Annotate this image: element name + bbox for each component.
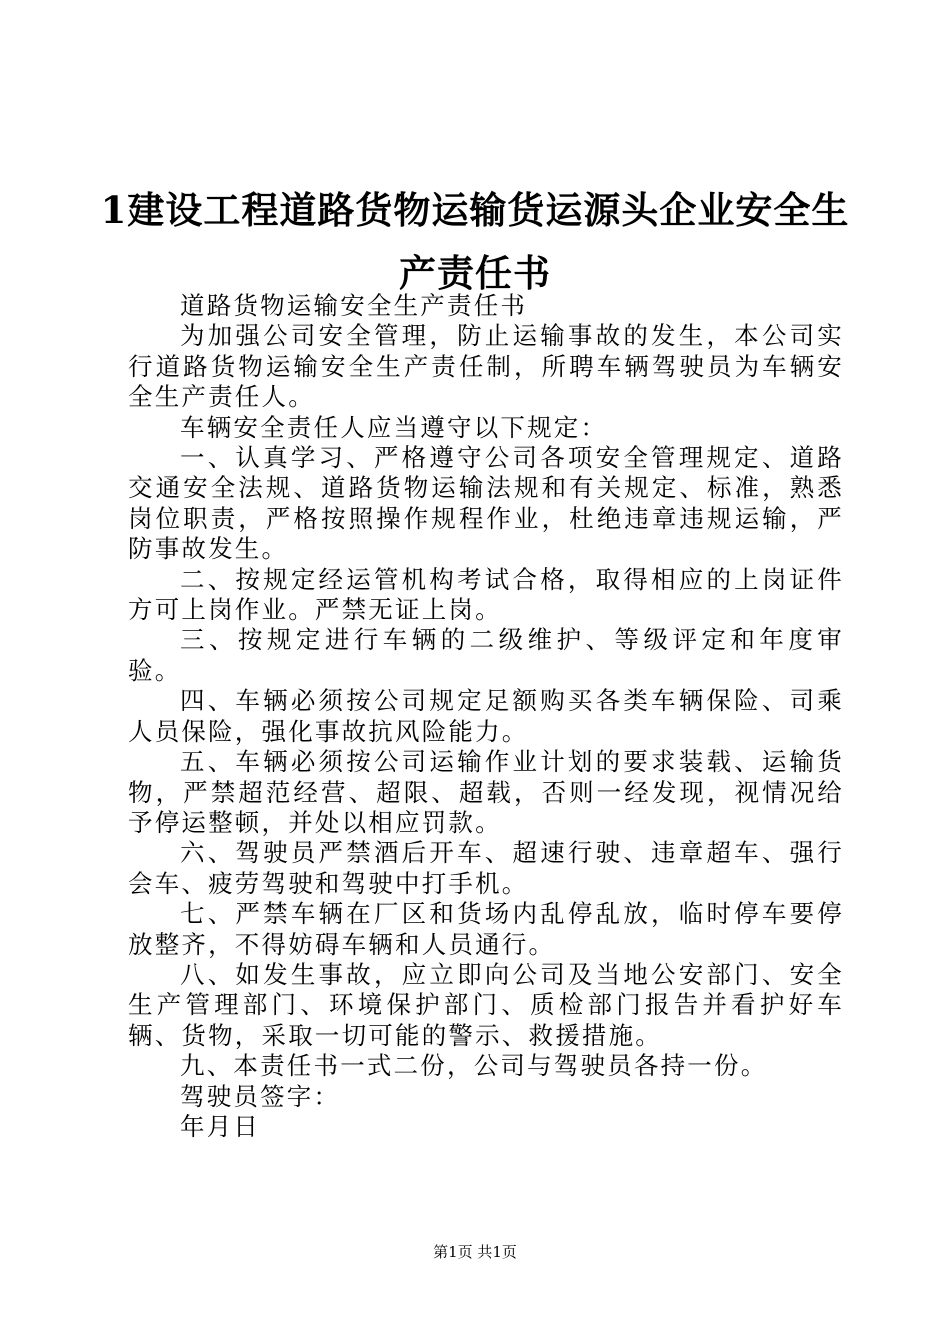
rule-item-2: 二、按规定经运管机构考试合格，取得相应的上岗证件方可上岗作业。严禁无证上岗。 (128, 564, 844, 625)
rule-item-8: 八、如发生事故，应立即向公司及当地公安部门、安全生产管理部门、环境保护部门、质检部门报告并看护好车辆、货物，采取一切可能的警示、救援措施。 (128, 959, 844, 1050)
rule-item-7: 七、严禁车辆在厂区和货场内乱停乱放，临时停车要停放整齐，不得妨碍车辆和人员通行。 (128, 899, 844, 959)
document-body (128, 291, 844, 1142)
subtitle-paragraph: 道路货物运输安全生产责任书 (180, 291, 528, 320)
rule-item-6: 六、驾驶员严禁酒后开车、超速行驶、违章超车、强行会车、疲劳驾驶和驾驶中打手机。 (128, 838, 844, 898)
driver-signature-label: 驾驶员签字： (180, 1081, 341, 1111)
rule-item-9: 九、本责任书一式二份，公司与驾驶员各持一份。 (180, 1051, 768, 1081)
rule-item-4: 四、车辆必须按公司规定足额购买各类车辆保险、司乘人员保险，强化事故抗风险能力。 (128, 686, 844, 746)
rule-item-5: 五、车辆必须按公司运输作业计划的要求装载、运输货物，严禁超范经营、超限、超载，否则一经发现，视情况给予停运整顿，并处以相应罚款。 (128, 747, 844, 837)
document-title-line-1: 1建设工程道路货物运输货运源头企业安全生 (100, 188, 850, 232)
document-title-line-2: 产责任书 (399, 251, 551, 295)
rules-heading: 车辆安全责任人应当遵守以下规定： (180, 412, 608, 442)
rule-item-3: 三、按规定进行车辆的二级维护、等级评定和年度审验。 (128, 625, 844, 685)
page-footer: 第1页 共1页 (433, 1243, 517, 1261)
date-label: 年月日 (180, 1111, 261, 1141)
rule-item-1: 一、认真学习、严格遵守公司各项安全管理规定、道路交通安全法规、道路货物运输法规和有关规定、标准，熟悉岗位职责，严格按照操作规程作业，杜绝违章违规运输，严防事故发生。 (128, 443, 844, 564)
intro-paragraph: 为加强公司安全管理，防止运输事故的发生，本公司实行道路货物运输安全生产责任制，所聘车辆驾驶员为车辆安全生产责任人。 (128, 321, 844, 412)
